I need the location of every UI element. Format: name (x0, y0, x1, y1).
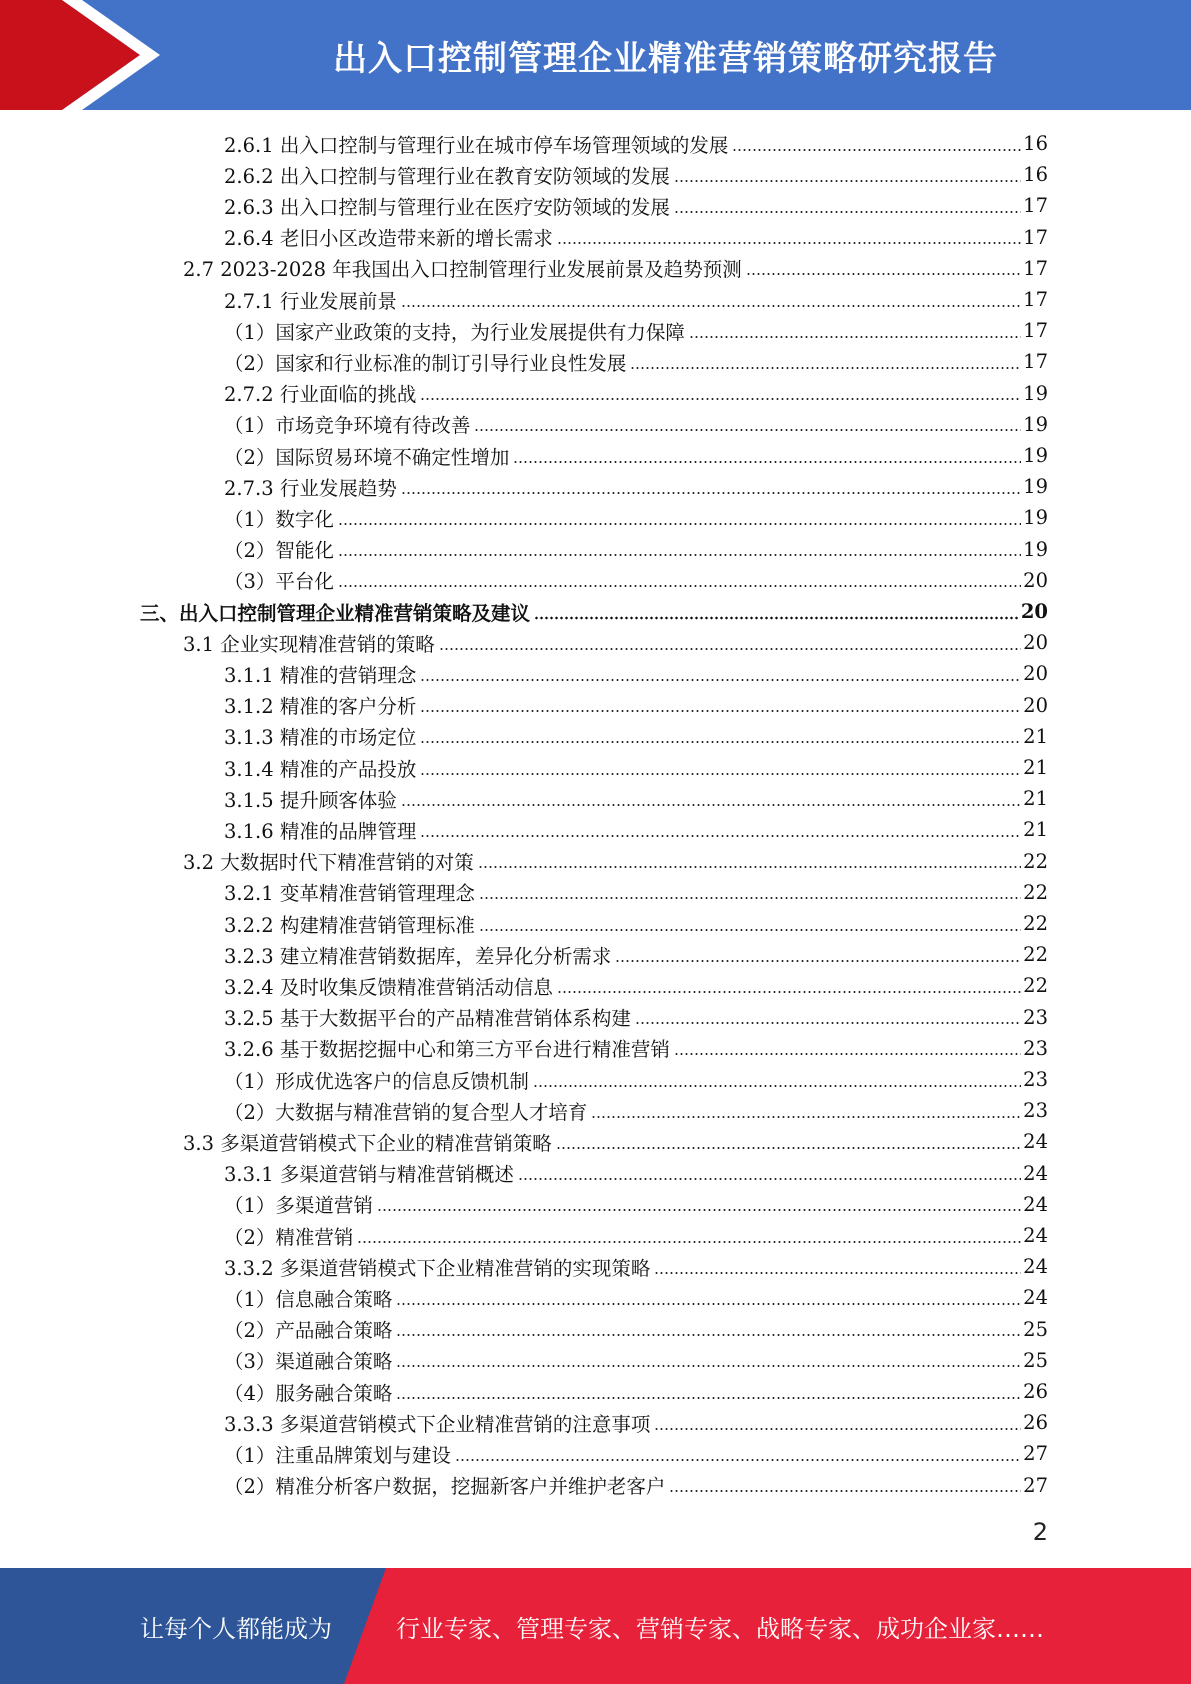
toc-dot-leader (630, 366, 1021, 370)
toc-entry-page: 23 (1023, 1005, 1048, 1029)
toc-entry[interactable] (224, 409, 1048, 440)
toc-entry-page: 17 (1023, 350, 1048, 374)
toc-entry[interactable] (224, 1376, 1048, 1407)
toc-dot-leader (474, 428, 1021, 432)
toc-entry[interactable] (224, 1095, 1048, 1126)
toc-entry[interactable] (224, 939, 1048, 970)
toc-entry-label: （1）多渠道营销 (224, 1194, 373, 1218)
toc-entry[interactable] (224, 1158, 1048, 1189)
toc-entry-label: 2.7.3 行业发展趋势 (224, 476, 397, 500)
toc-entry-page: 21 (1023, 756, 1048, 779)
toc-entry-page: 27 (1023, 1473, 1048, 1497)
toc-entry-page: 26 (1023, 1411, 1048, 1435)
toc-dot-leader (401, 803, 1021, 807)
toc-entry[interactable] (224, 159, 1048, 190)
toc-entry[interactable] (224, 1002, 1048, 1033)
toc-entry-page: 21 (1023, 724, 1048, 748)
toc-dot-leader (669, 1489, 1021, 1493)
toc-entry-label: 3.1.2 精准的客户分析 (224, 695, 417, 719)
toc-entry-page: 20 (1023, 693, 1048, 717)
toc-entry-label: 2.6.4 老旧小区改造带来新的增长需求 (224, 227, 553, 251)
toc-entry[interactable] (224, 440, 1048, 471)
toc-entry-label: 3.2.4 及时收集反馈精准营销活动信息 (224, 975, 553, 999)
toc-entry-label: 2.6.1 出入口控制与管理行业在城市停车场管理领域的发展 (224, 133, 729, 157)
toc-entry-page: 20 (1023, 631, 1048, 655)
toc-entry-page: 19 (1023, 412, 1048, 436)
toc-entry[interactable] (224, 690, 1048, 721)
toc-dot-leader (534, 616, 1019, 620)
toc-dot-leader (396, 1364, 1021, 1368)
toc-entry-label: （1）市场竞争环境有待改善 (224, 414, 471, 438)
toc-entry-page: 21 (1023, 787, 1048, 811)
toc-entry[interactable] (224, 315, 1048, 346)
toc-entry[interactable] (224, 284, 1048, 315)
toc-entry[interactable] (224, 1064, 1048, 1095)
toc-entry[interactable] (183, 253, 1048, 284)
toc-entry-label: 3.2.6 基于数据挖掘中心和第三方平台进行精准营销 (224, 1038, 670, 1062)
toc-dot-leader (557, 990, 1021, 994)
toc-dot-leader (635, 1021, 1021, 1025)
toc-dot-leader (513, 460, 1021, 464)
toc-dot-leader (420, 834, 1021, 838)
toc-entry-label: 3.1.4 精准的产品投放 (224, 757, 417, 781)
toc-entry-page: 20 (1020, 600, 1048, 623)
toc-entry[interactable] (224, 752, 1048, 783)
toc-entry-label: 三、出入口控制管理企业精准营销策略及建议 (140, 601, 531, 625)
toc-entry[interactable] (224, 1282, 1048, 1313)
toc-entry-page: 17 (1023, 256, 1048, 280)
footer-banner (0, 1568, 1191, 1684)
toc-dot-leader (401, 491, 1021, 495)
toc-entry-label: （1）国家产业政策的支持，为行业发展提供有力保障 (224, 320, 685, 344)
toc-entry[interactable] (140, 596, 1048, 627)
toc-entry-page: 19 (1023, 381, 1048, 405)
toc-entry-label: 3.1.6 精准的品牌管理 (224, 819, 417, 843)
toc-dot-leader (338, 584, 1021, 588)
toc-dot-leader (420, 709, 1021, 713)
toc-entry[interactable] (224, 1345, 1048, 1376)
toc-entry-page: 24 (1023, 1161, 1048, 1185)
toc-entry-label: 2.7.1 行业发展前景 (224, 289, 397, 313)
toc-entry[interactable] (224, 908, 1048, 939)
toc-entry[interactable] (224, 471, 1048, 502)
toc-entry-page: 22 (1023, 974, 1048, 998)
toc-dot-leader (689, 335, 1021, 339)
toc-entry-label: 2.6.3 出入口控制与管理行业在医疗安防领域的发展 (224, 195, 670, 219)
toc-entry-page: 17 (1023, 194, 1048, 218)
toc-dot-leader (338, 522, 1021, 526)
toc-dot-leader (396, 1396, 1021, 1400)
toc-entry-label: 3.3.1 多渠道营销与精准营销概述 (224, 1163, 514, 1187)
toc-entry-label: （2）国家和行业标准的制订引导行业良性发展 (224, 351, 627, 375)
toc-entry[interactable] (224, 378, 1048, 409)
toc-entry-label: （1）信息融合策略 (224, 1287, 393, 1311)
toc-entry-label: （4）服务融合策略 (224, 1381, 393, 1405)
toc-entry-page: 19 (1023, 537, 1048, 561)
toc-entry[interactable] (224, 1438, 1048, 1469)
toc-entry-page: 19 (1023, 506, 1048, 530)
report-title: 出入口控制管理企业精准营销策略研究报告 (333, 38, 998, 79)
toc-entry-page: 22 (1023, 912, 1048, 935)
toc-entry[interactable] (224, 565, 1048, 596)
toc-dot-leader (615, 959, 1021, 963)
toc-entry-label: 2.6.2 出入口控制与管理行业在教育安防领域的发展 (224, 164, 670, 188)
toc-entry[interactable] (224, 814, 1048, 845)
toc-entry[interactable] (224, 190, 1048, 221)
toc-dot-leader (455, 1458, 1021, 1462)
toc-entry-page: 25 (1023, 1317, 1048, 1341)
toc-entry-page: 21 (1023, 818, 1048, 842)
toc-dot-leader (479, 896, 1021, 900)
toc-entry-label: （1）数字化 (224, 507, 334, 531)
toc-entry-label: 3.2.2 构建精准营销管理标准 (224, 913, 475, 937)
toc-entry-label: 2.7 2023-2028 年我国出入口控制管理行业发展前景及趋势预测 (183, 258, 742, 282)
toc-entry[interactable] (224, 877, 1048, 908)
toc-entry-page: 20 (1023, 568, 1048, 592)
toc-entry[interactable] (224, 1407, 1048, 1438)
toc-dot-leader (518, 1177, 1021, 1181)
toc-entry-label: （1）注重品牌策划与建设 (224, 1443, 451, 1467)
toc-entry-page: 19 (1023, 444, 1048, 467)
toc-dot-leader (396, 1333, 1021, 1337)
toc-entry-label: 3.1.1 精准的营销理念 (224, 663, 417, 687)
toc-entry-page: 25 (1023, 1348, 1048, 1372)
chevron-arrow-icon (0, 0, 160, 110)
footer-slogan-left: 让每个人都能成为 (140, 1614, 332, 1643)
toc-dot-leader (396, 1302, 1021, 1306)
toc-dot-leader (439, 647, 1021, 651)
footer-slogan-right: 行业专家、管理专家、营销专家、战略专家、成功企业家…… (396, 1614, 1044, 1643)
toc-dot-leader (556, 1146, 1021, 1150)
toc-entry-page: 16 (1023, 163, 1048, 187)
page-number: 2 (1032, 1518, 1048, 1546)
toc-dot-leader (420, 678, 1021, 682)
toc-entry-page: 19 (1023, 475, 1048, 499)
toc-entry-page: 22 (1023, 943, 1048, 967)
toc-entry[interactable] (224, 783, 1048, 814)
toc-entry[interactable] (224, 1220, 1048, 1251)
toc-dot-leader (732, 148, 1021, 152)
toc-entry-page: 20 (1023, 662, 1048, 686)
toc-dot-leader (557, 241, 1021, 245)
toc-dot-leader (674, 210, 1021, 214)
toc-entry-label: 2.7.2 行业面临的挑战 (224, 383, 417, 407)
toc-dot-leader (420, 772, 1021, 776)
toc-entry[interactable] (224, 222, 1048, 253)
toc-entry-page: 24 (1023, 1255, 1048, 1279)
toc-dot-leader (591, 1115, 1021, 1119)
toc-entry-label: 3.1 企业实现精准营销的策略 (183, 632, 435, 656)
toc-dot-leader (420, 397, 1021, 401)
toc-dot-leader (533, 1084, 1021, 1088)
toc-entry[interactable] (224, 502, 1048, 533)
toc-entry[interactable] (224, 1470, 1048, 1501)
toc-entry[interactable] (224, 1251, 1048, 1282)
toc-dot-leader (357, 1240, 1021, 1244)
toc-entry-label: 3.3.2 多渠道营销模式下企业精准营销的实现策略 (224, 1256, 651, 1280)
toc-dot-leader (420, 740, 1021, 744)
toc-entry[interactable] (224, 658, 1048, 689)
toc-dot-leader (401, 304, 1021, 308)
toc-entry-page: 22 (1023, 849, 1048, 873)
toc-dot-leader (746, 272, 1021, 276)
toc-entry-label: （2）精准分析客户数据，挖掘新客户并维护老客户 (224, 1475, 666, 1499)
toc-dot-leader (674, 179, 1021, 183)
toc-entry-label: 3.1.3 精准的市场定位 (224, 726, 417, 750)
toc-entry-label: 3.1.5 提升顾客体验 (224, 788, 397, 812)
toc-entry-label: （2）精准营销 (224, 1225, 354, 1249)
toc-entry-label: （2）智能化 (224, 539, 334, 563)
toc-entry[interactable] (224, 1314, 1048, 1345)
header-banner (0, 0, 1191, 110)
toc-entry[interactable] (224, 721, 1048, 752)
toc-dot-leader (654, 1271, 1021, 1275)
toc-entry-page: 24 (1023, 1286, 1048, 1310)
toc-entry-label: 3.2.1 变革精准营销管理理念 (224, 882, 475, 906)
toc-entry[interactable] (224, 970, 1048, 1001)
toc-entry-label: （2）大数据与精准营销的复合型人才培育 (224, 1100, 588, 1124)
toc-entry-page: 26 (1023, 1380, 1048, 1403)
toc-dot-leader (674, 1052, 1021, 1056)
toc-entry-label: （2）产品融合策略 (224, 1319, 393, 1343)
toc-entry-page: 24 (1023, 1224, 1048, 1247)
toc-entry-label: 3.2 大数据时代下精准营销的对策 (183, 851, 474, 875)
toc-entry-label: 3.3 多渠道营销模式下企业的精准营销策略 (183, 1131, 552, 1155)
toc-entry-label: （1）形成优选客户的信息反馈机制 (224, 1069, 529, 1093)
toc-entry-label: 3.2.3 建立精准营销数据库，差异化分析需求 (224, 944, 612, 968)
toc-entry[interactable] (183, 627, 1048, 658)
toc-entry-page: 23 (1023, 1036, 1048, 1060)
toc-entry-page: 24 (1023, 1130, 1048, 1154)
toc-entry-label: （2）国际贸易环境不确定性增加 (224, 445, 510, 469)
toc-entry[interactable] (224, 1189, 1048, 1220)
toc-entry[interactable] (224, 128, 1048, 159)
toc-dot-leader (377, 1208, 1021, 1212)
toc-dot-leader (338, 553, 1021, 557)
toc-entry[interactable] (183, 1126, 1048, 1157)
toc-dot-leader (654, 1427, 1021, 1431)
toc-entry-label: 3.2.5 基于大数据平台的产品精准营销体系构建 (224, 1007, 631, 1031)
toc-entry-page: 23 (1023, 1099, 1048, 1123)
toc-entry-label: 3.3.3 多渠道营销模式下企业精准营销的注意事项 (224, 1412, 651, 1436)
toc-entry[interactable] (224, 1033, 1048, 1064)
toc-entry-page: 16 (1023, 132, 1048, 155)
toc-entry-page: 17 (1023, 225, 1048, 249)
toc-entry[interactable] (224, 346, 1048, 377)
toc-entry-label: （3）平台化 (224, 570, 334, 594)
toc-entry[interactable] (183, 846, 1048, 877)
toc-entry-page: 27 (1023, 1442, 1048, 1466)
toc-dot-leader (478, 865, 1021, 869)
toc-entry-page: 22 (1023, 880, 1048, 904)
toc-entry-page: 24 (1023, 1192, 1048, 1216)
toc-entry-page: 17 (1023, 319, 1048, 343)
toc-entry-label: （3）渠道融合策略 (224, 1350, 393, 1374)
toc-entry[interactable] (224, 534, 1048, 565)
toc-entry-page: 23 (1023, 1068, 1048, 1091)
toc-entry-page: 17 (1023, 288, 1048, 311)
toc-dot-leader (479, 928, 1021, 932)
